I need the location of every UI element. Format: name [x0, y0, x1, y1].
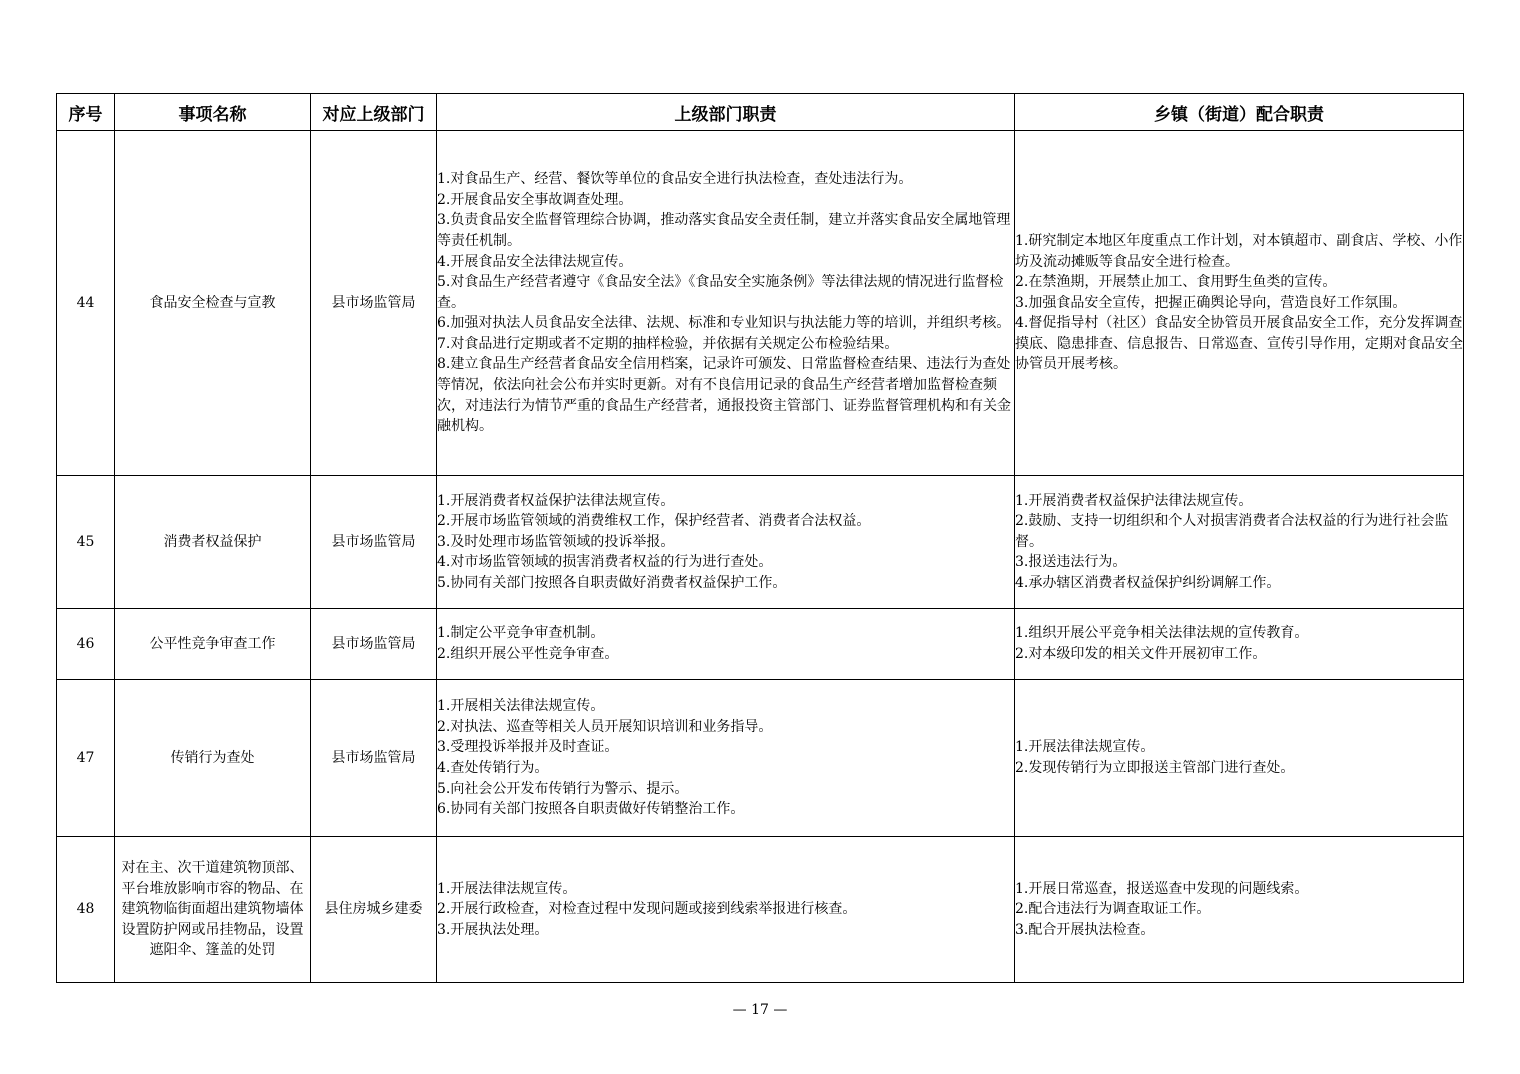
- town-duty-item: 3.加强食品安全宣传，把握正确舆论导向，营造良好工作氛围。: [1015, 294, 1407, 311]
- town-duty-item: 1.开展法律法规宣传。: [1015, 739, 1155, 756]
- town-duties-cell: [1015, 837, 1464, 983]
- town-duty-item: 3.配合开展执法检查。: [1015, 921, 1155, 938]
- upper-duties-cell: [437, 609, 1015, 680]
- upper-duty-item: 3.及时处理市场监管领域的投诉举报。: [437, 533, 675, 550]
- table-row: [57, 837, 1464, 983]
- town-duty-item: 1.研究制定本地区年度重点工作计划，对本镇超市、副食店、学校、小作坊及流动摊贩等食品安全进行检查。: [1015, 232, 1463, 270]
- upper-duty-item: 1.对食品生产、经营、餐饮等单位的食品安全进行执法检查，查处违法行为。: [437, 171, 913, 188]
- town-duties-cell: [1015, 131, 1464, 476]
- upper-duty-item: 3.开展执法处理。: [437, 921, 549, 938]
- header-num: 序号: [57, 94, 115, 131]
- upper-department: 县市场监管局: [311, 476, 437, 609]
- town-duties-cell: [1015, 609, 1464, 680]
- header-town-duties: 乡镇（街道）配合职责: [1015, 94, 1464, 131]
- town-duty-item: 1.开展消费者权益保护法律法规宣传。: [1015, 492, 1253, 509]
- upper-duty-item: 5.对食品生产经营者遵守《食品安全法》《食品安全实施条例》等法律法规的情况进行监督检查。: [437, 274, 1004, 311]
- upper-duty-item: 1.制定公平竞争审查机制。: [437, 625, 605, 642]
- header-name: 事项名称: [115, 94, 311, 131]
- row-number: 46: [57, 609, 115, 680]
- town-duties-cell: [1015, 680, 1464, 837]
- town-duty-item: 2.配合违法行为调查取证工作。: [1015, 901, 1211, 918]
- table-row: [57, 680, 1464, 837]
- duties-table: [56, 93, 1464, 983]
- item-name: 对在主、次干道建筑物顶部、平台堆放影响市容的物品、在建筑物临街面超出建筑物墙体设置防护网或吊挂物品，设置遮阳伞、篷盖的处罚: [115, 837, 311, 983]
- town-duty-item: 2.发现传销行为立即报送主管部门进行查处。: [1015, 760, 1295, 776]
- header-row: [57, 94, 1464, 131]
- upper-duties-cell: [437, 131, 1015, 476]
- upper-duty-item: 6.协同有关部门按照各自职责做好传销整治工作。: [437, 801, 745, 818]
- upper-department: 县市场监管局: [311, 131, 437, 476]
- upper-duties-cell: [437, 476, 1015, 609]
- upper-duty-item: 3.受理投诉举报并及时查证。: [437, 739, 619, 756]
- table-row: [57, 131, 1464, 476]
- upper-department: 县住房城乡建委: [311, 837, 437, 983]
- upper-duty-item: 5.向社会公开发布传销行为警示、提示。: [437, 780, 689, 797]
- upper-duty-item: 4.开展食品安全法律法规宣传。: [437, 253, 633, 270]
- town-duty-item: 1.开展日常巡查，报送巡查中发现的问题线索。: [1015, 880, 1309, 897]
- town-duty-item: 2.对本级印发的相关文件开展初审工作。: [1015, 646, 1267, 662]
- row-number: 44: [57, 131, 115, 476]
- upper-duty-item: 7.对食品进行定期或者不定期的抽样检验，并依据有关规定公布检验结果。: [437, 335, 899, 352]
- upper-duty-item: 8.建立食品生产经营者食品安全信用档案，记录许可颁发、日常监督检查结果、违法行为查处等情况，依法向社会公布并实时更新。对有不良信用记录的食品生产经营者增加监督检查频次，对违法行为情节严重的食品生产经营者，通报投资主管部门、证券监督管理机构和有关金融机构。: [437, 356, 1011, 435]
- row-number: 48: [57, 837, 115, 983]
- town-duty-item: 1.组织开展公平竞争相关法律法规的宣传教育。: [1015, 625, 1309, 642]
- town-duty-item: 4.督促指导村（社区）食品安全协管员开展食品安全工作，充分发挥调查摸底、隐患排查、信息报告、日常巡查、宣传引导作用，定期对食品安全协管员开展考核。: [1015, 315, 1463, 373]
- upper-department: 县市场监管局: [311, 680, 437, 837]
- upper-duty-item: 2.组织开展公平性竞争审查。: [437, 646, 619, 662]
- upper-duty-item: 4.对市场监管领域的损害消费者权益的行为进行查处。: [437, 554, 773, 571]
- upper-duty-item: 2.开展食品安全事故调查处理。: [437, 191, 633, 208]
- upper-duty-item: 1.开展消费者权益保护法律法规宣传。: [437, 492, 675, 509]
- upper-duties-cell: [437, 837, 1015, 983]
- upper-duty-item: 6.加强对执法人员食品安全法律、法规、标准和专业知识与执法能力等的培训，并组织考核。: [437, 315, 1011, 332]
- town-duty-item: 4.承办辖区消费者权益保护纠纷调解工作。: [1015, 574, 1281, 591]
- upper-duty-item: 2.对执法、巡查等相关人员开展知识培训和业务指导。: [437, 718, 773, 735]
- town-duties-cell: [1015, 476, 1464, 609]
- upper-duty-item: 2.开展行政检查，对检查过程中发现问题或接到线索举报进行核查。: [437, 901, 857, 918]
- item-name: 公平性竞争审查工作: [115, 609, 311, 680]
- table-row: [57, 476, 1464, 609]
- row-number: 45: [57, 476, 115, 609]
- page-number: — 17 —: [732, 1002, 788, 1018]
- upper-department: 县市场监管局: [311, 609, 437, 680]
- upper-duty-item: 5.协同有关部门按照各自职责做好消费者权益保护工作。: [437, 574, 787, 591]
- upper-duty-item: 4.查处传销行为。: [437, 760, 549, 776]
- header-upper-duties: 上级部门职责: [437, 94, 1015, 131]
- item-name: 食品安全检查与宣教: [115, 131, 311, 476]
- town-duty-item: 2.鼓励、支持一切组织和个人对损害消费者合法权益的行为进行社会监督。: [1015, 513, 1449, 550]
- item-name: 传销行为查处: [115, 680, 311, 837]
- upper-duty-item: 2.开展市场监管领域的消费维权工作，保护经营者、消费者合法权益。: [437, 513, 871, 530]
- row-number: 47: [57, 680, 115, 837]
- header-dept: 对应上级部门: [311, 94, 437, 131]
- upper-duties-cell: [437, 680, 1015, 837]
- upper-duty-item: 1.开展法律法规宣传。: [437, 880, 577, 897]
- item-name: 消费者权益保护: [115, 476, 311, 609]
- upper-duty-item: 1.开展相关法律法规宣传。: [437, 698, 605, 715]
- town-duty-item: 3.报送违法行为。: [1015, 554, 1127, 571]
- upper-duty-item: 3.负责食品安全监督管理综合协调，推动落实食品安全责任制，建立并落实食品安全属地管理等责任机制。: [437, 212, 1011, 249]
- town-duty-item: 2.在禁渔期，开展禁止加工、食用野生鱼类的宣传。: [1015, 274, 1337, 291]
- table-row: [57, 609, 1464, 680]
